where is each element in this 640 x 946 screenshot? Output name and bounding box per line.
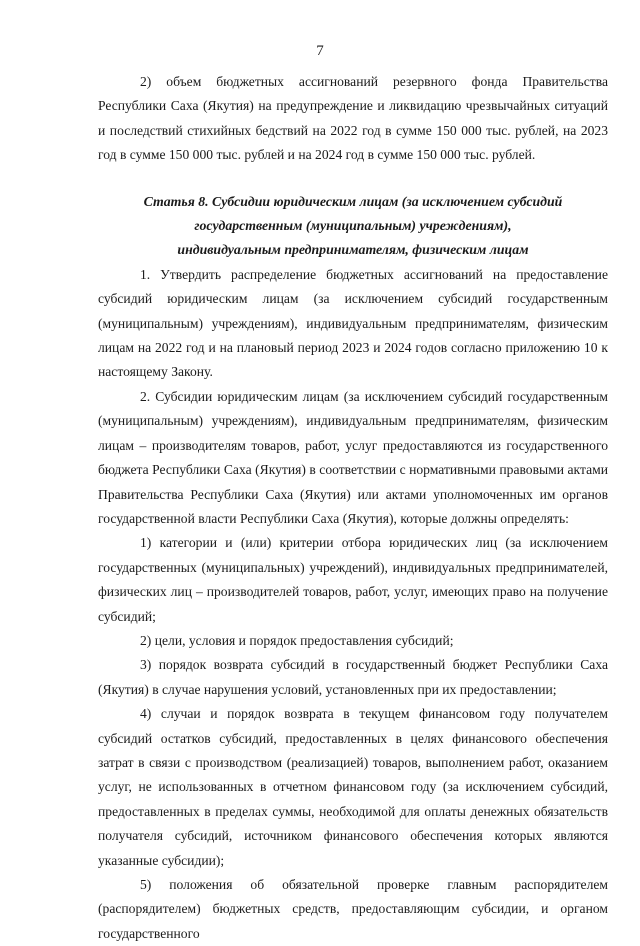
article-title-line: Статья 8. Субсидии юридическим лицам (за исключением субсидий — [143, 193, 563, 209]
paragraph-article-1: 1. Утвердить распределение бюджетных ассигнований на предоставление субсидий юридическим лицам (за исключением субсидий государственным (муниципальным) учреждениям), индивидуальным предпринимателям, физическим лицам на 2022 год и на плановый период 2023 и 2024 годов согласно приложению 10 к настоящему Закону. — [98, 266, 608, 380]
paragraph-item-2: 2) цели, условия и порядок предоставления субсидий; — [140, 632, 454, 648]
paragraph-item-3: 3) порядок возврата субсидий в государственный бюджет Республики Саха (Якутия) в случае нарушения условий, установленных при их предоставлении; — [98, 657, 608, 697]
article-title-line: индивидуальным предпринимателям, физическим лицам — [177, 242, 529, 258]
paragraph-item-4: 4) случаи и порядок возврата в текущем финансовом году получателем субсидий остатков субсидий, предоставленных в целях финансового обеспечения затрат в связи с производством (реализацией) товаров, выполнением работ, оказанием услуг, не использованных в отчетном финансовом году (за исключением субсидий, предоставленных в пределах суммы, необходимой для оплаты денежных обязательств получателя субсидий, источником финансового обеспечения которых являются указанные субсидии); — [98, 706, 608, 868]
page-number: 7 — [316, 43, 324, 59]
paragraph-reserve-fund: 2) объем бюджетных ассигнований резервного фонда Правительства Республики Саха (Якутия) на предупреждение и ликвидацию чрезвычайных ситуаций и последствий стихийных бедствий на 2022 год в сумме 150 000 тыс. рублей, на 2023 год в сумме 150 000 тыс. рублей и на 2024 год в сумме 150 000 тыс. рублей. — [98, 74, 608, 163]
paragraph-item-5: 5) положения об обязательной проверке главным распорядителем (распорядителем) бюджетных средств, предоставляющим субсидии, и органом государственного — [98, 877, 608, 941]
paragraph-article-2: 2. Субсидии юридическим лицам (за исключением субсидий государственным (муниципальным) учреждениям), индивидуальным предпринимателям, физическим лицам – производителям товаров, работ, услуг предоставляются из государственного бюджета Республики Саха (Якутия) в соответствии с нормативными правовыми актами Правительства Республики Саха (Якутия) или актами уполномоченных им органов государственной власти Республики Саха (Якутия), которые должны определять: — [98, 388, 608, 526]
paragraph-item-1: 1) категории и (или) критерии отбора юридических лиц (за исключением государственных (муниципальных) учреждений), индивидуальных предпринимателей, физических лиц – производителей товаров, работ, услуг, имеющих право на получение субсидий; — [98, 535, 608, 624]
article-title-line: государственным (муниципальным) учреждениям), — [194, 218, 512, 234]
document-body — [98, 70, 608, 946]
article-title — [98, 190, 608, 263]
